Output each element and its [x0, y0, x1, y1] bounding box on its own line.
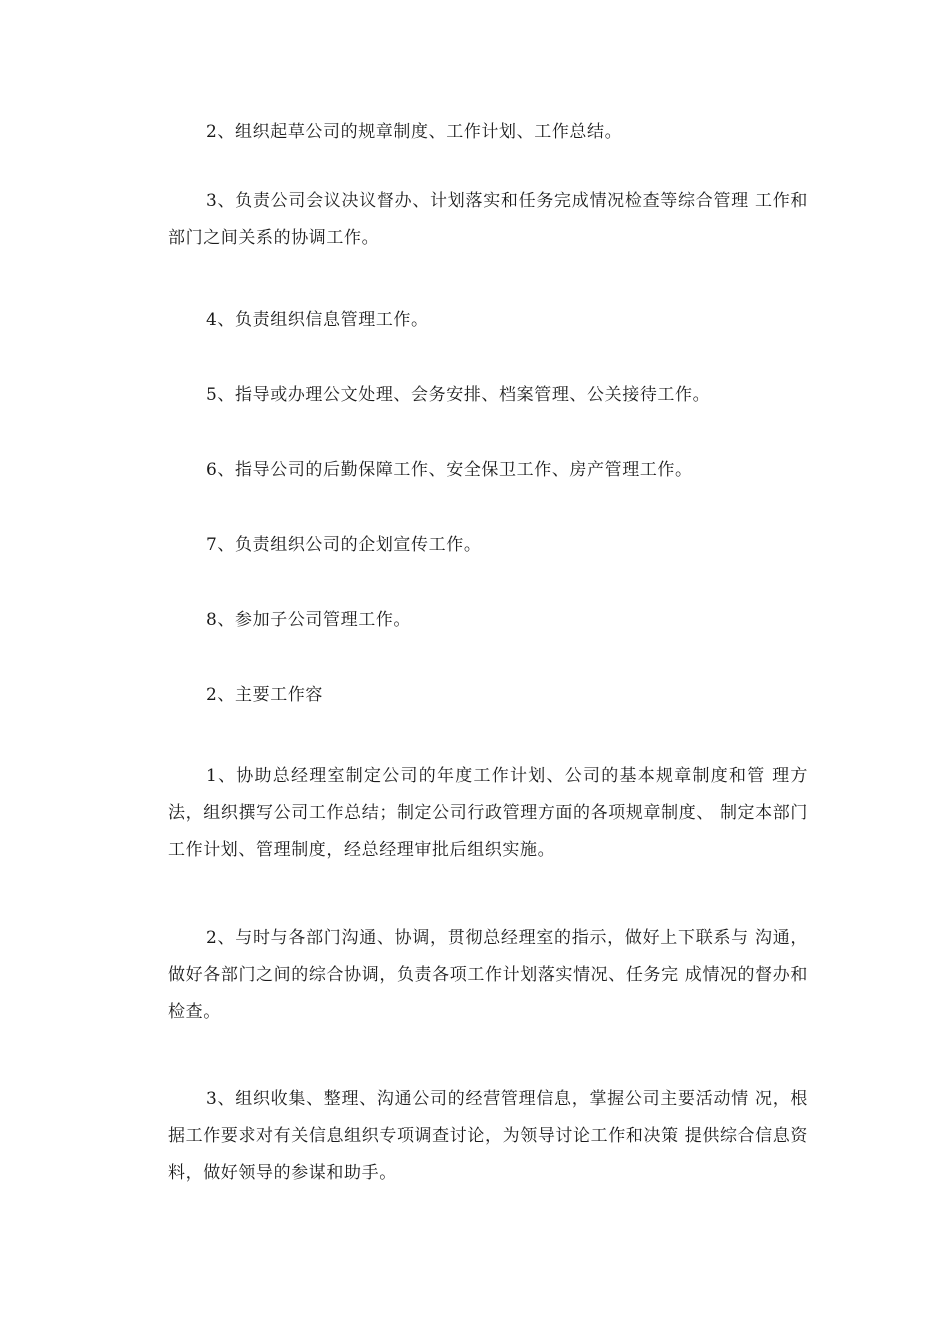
- paragraph-task-1: 1、协助总经理室制定公司的年度工作计划、公司的基本规章制度和管 理方法，组织撰写公司工作总结；制定公司行政管理方面的各项规章制度、 制定本部门工作计划、管理制度，经总经理审批后组织实施。: [168, 766, 808, 860]
- paragraph-duty-3: 3、负责公司会议决议督办、计划落实和任务完成情况检查等综合管理 工作和部门之间关系的协调工作。: [168, 191, 808, 248]
- paragraph-duty-6: 6、指导公司的后勤保障工作、安全保卫工作、房产管理工作。: [206, 460, 693, 480]
- paragraph-duty-2: 2、组织起草公司的规章制度、工作计划、工作总结。: [206, 122, 623, 142]
- section-heading: 2、主要工作容: [206, 685, 324, 705]
- paragraph-duty-5: 5、指导或办理公文处理、会务安排、档案管理、公关接待工作。: [206, 385, 711, 405]
- paragraph-task-3: 3、组织收集、整理、沟通公司的经营管理信息，掌握公司主要活动情 况，根据工作要求对有关信息组织专项调查讨论，为领导讨论工作和决策 提供综合信息资料，做好领导的参谋和助手。: [168, 1089, 808, 1183]
- paragraph-duty-7: 7、负责组织公司的企划宣传工作。: [206, 535, 482, 555]
- paragraph-duty-8: 8、参加子公司管理工作。: [206, 610, 412, 630]
- paragraph-duty-4: 4、负责组织信息管理工作。: [206, 310, 429, 330]
- paragraph-task-2: 2、与时与各部门沟通、协调，贯彻总经理室的指示，做好上下联系与 沟通，做好各部门之间的综合协调，负责各项工作计划落实情况、任务完 成情况的督办和检查。: [168, 928, 808, 1022]
